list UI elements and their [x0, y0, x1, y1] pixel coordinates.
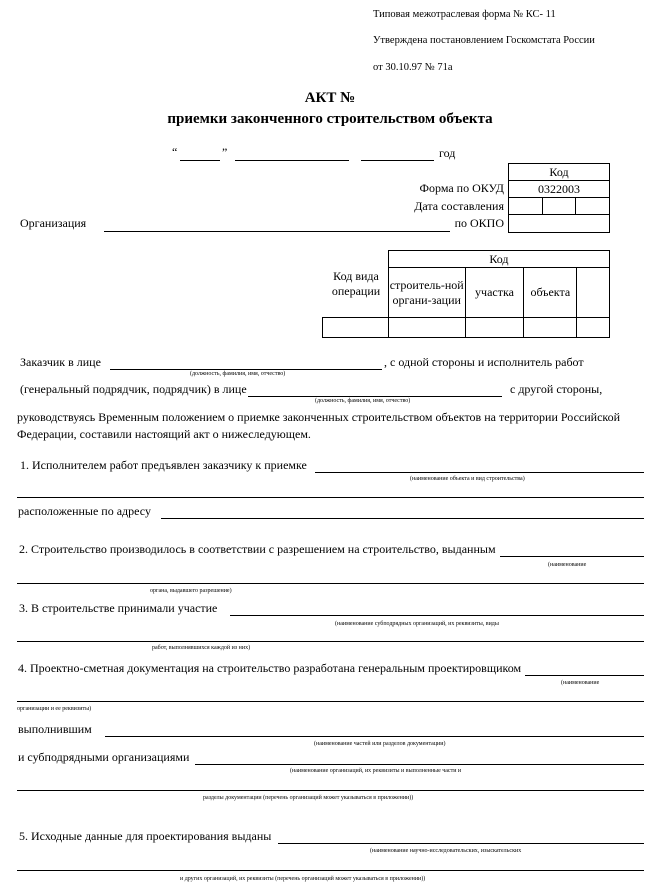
item-5-label: 5. Исходные данные для проектирования выданы — [19, 829, 272, 843]
form-type: Типовая межотраслевая форма № КС- 11 — [373, 9, 556, 20]
customer-caption: (должность, фамилия, имя, отчество) — [190, 371, 286, 377]
item-4-field-2[interactable] — [17, 701, 644, 702]
date-cell-2[interactable] — [542, 198, 576, 215]
approval-note: Утверждена постановлением Госкомстата России — [373, 35, 595, 46]
item-4-caption-1: (наименование — [561, 680, 600, 686]
ops-col-site: участка — [465, 268, 524, 318]
subcontractors-field[interactable] — [195, 764, 644, 765]
item-4-field[interactable] — [525, 675, 644, 676]
item-1-caption: (наименование объекта и вид строительства) — [410, 476, 525, 482]
date-cell-3[interactable] — [576, 198, 610, 215]
customer-label: Заказчик в лице — [20, 355, 101, 369]
contractor-caption: (должность, фамилия, имя, отчество) — [315, 398, 411, 404]
item-2-caption-2: органа, выдавшего разрешение) — [150, 588, 232, 594]
ops-col-object: объекта — [524, 268, 577, 318]
ops-value-op[interactable] — [323, 318, 389, 338]
okpo-label: по ОКПО — [454, 216, 504, 230]
okud-label: Форма по ОКУД — [419, 181, 504, 195]
contractor-tail: с другой стороны, — [510, 382, 603, 396]
performed-field[interactable] — [105, 736, 644, 737]
subcontractors-caption-2: разделы документации (перечень организаций может указываться в приложении)) — [203, 795, 414, 801]
okpo-value[interactable] — [509, 215, 610, 233]
ops-col-org: строитель-ной органи-зации — [388, 268, 465, 318]
codes-header: Код — [509, 164, 610, 181]
ops-value-org[interactable] — [388, 318, 465, 338]
day-field[interactable] — [180, 160, 220, 161]
contractor-label: (генеральный подрядчик, подрядчик) в лице — [20, 382, 247, 396]
organization-field[interactable] — [104, 231, 450, 232]
performed-label: выполнившим — [18, 722, 92, 736]
item-5-caption-2: и других организаций, их реквизиты (перечень организаций может указываться в приложении)) — [180, 876, 426, 882]
item-3-field[interactable] — [230, 615, 644, 616]
month-field[interactable] — [235, 160, 349, 161]
quote-open: “ — [172, 145, 178, 159]
item-5-caption: (наименование научно-исследовательских, изыскательских — [370, 848, 522, 854]
organization-label: Организация — [20, 216, 87, 230]
contractor-field[interactable] — [248, 396, 502, 397]
ops-value-site[interactable] — [465, 318, 524, 338]
customer-tail: , с одной стороны и исполнитель работ — [384, 355, 584, 369]
subcontractors-field-2[interactable] — [17, 790, 644, 791]
guided-line-1: руководствуясь Временным положением о приемке законченных строительством объектов на территории Российской — [17, 410, 621, 424]
approval-date: от 30.10.97 № 71а — [373, 62, 453, 73]
item-3-field-2[interactable] — [17, 641, 644, 642]
ops-col-operation: Код вида операции — [331, 269, 381, 298]
item-2-caption-1: (наименование — [548, 562, 587, 568]
quote-close: ” — [222, 145, 228, 159]
item-1-field[interactable] — [315, 472, 644, 473]
year-field[interactable] — [361, 160, 434, 161]
date-composed-label: Дата составления — [414, 199, 504, 213]
item-1-label: 1. Исполнителем работ предъявлен заказчику к приемке — [20, 458, 307, 472]
ops-value-extra[interactable] — [577, 318, 610, 338]
item-2-label: 2. Строительство производилось в соответствии с разрешением на строительство, выданным — [19, 542, 496, 556]
ops-code-header: Код — [388, 251, 609, 268]
item-5-field-2[interactable] — [17, 870, 644, 871]
ops-value-object[interactable] — [524, 318, 577, 338]
subcontractors-label: и субподрядными организациями — [18, 750, 190, 764]
act-subtitle: приемки законченного строительством объекта — [167, 111, 493, 127]
item-2-field[interactable] — [500, 556, 644, 557]
okud-value: 0322003 — [509, 181, 610, 198]
item-3-caption-1: (наименование субподрядных организаций, их реквизиты, виды — [335, 621, 499, 627]
date-cell-1[interactable] — [509, 198, 543, 215]
customer-field[interactable] — [110, 369, 382, 370]
item-4-caption-2: организации и ее реквизиты) — [17, 706, 92, 712]
codes-table — [508, 163, 610, 233]
guided-line-2: Федерации, составили настоящий акт о нижеследующем. — [17, 427, 311, 441]
year-label: год — [439, 146, 456, 160]
address-label: расположенные по адресу — [18, 504, 151, 518]
ops-col-extra — [577, 268, 610, 318]
performed-caption: (наименование частей или разделов документации) — [314, 741, 446, 747]
item-2-field-2[interactable] — [17, 583, 644, 584]
item-5-field[interactable] — [278, 843, 644, 844]
item-4-label: 4. Проектно-сметная документация на строительство разработана генеральным проектировщиком — [18, 661, 522, 675]
item-3-caption-2: работ, выполнявшихся каждой из них) — [152, 645, 251, 651]
item-3-label: 3. В строительстве принимали участие — [19, 601, 218, 615]
address-field[interactable] — [161, 518, 644, 519]
subcontractors-caption: (наименование организаций, их реквизиты и выполненные части и — [290, 768, 462, 774]
act-title: АКТ № — [304, 90, 356, 106]
item-1-field-2[interactable] — [17, 497, 644, 498]
